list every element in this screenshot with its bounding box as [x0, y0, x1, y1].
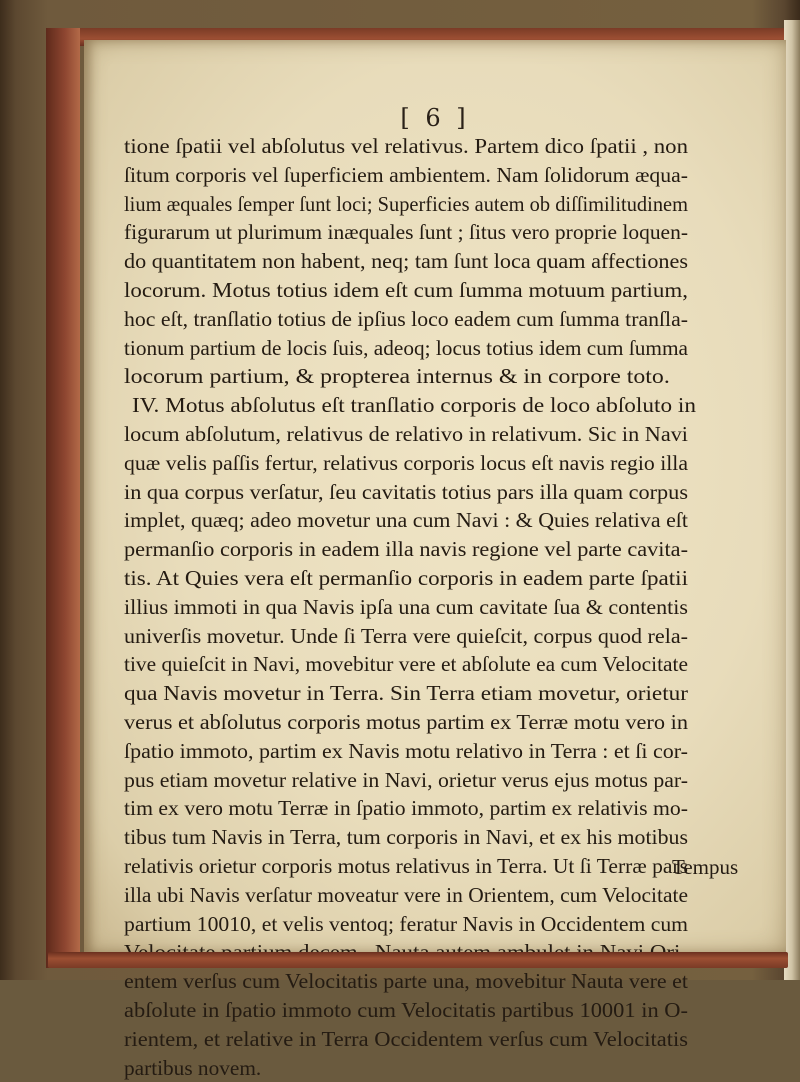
text-line: univerſis movetur. Unde ſi Terra vere quieſcit, corpus quod rela- [124, 623, 689, 648]
text-line: locum abſolutum, relativus de relativo in relativum. Sic in Navi [124, 422, 688, 446]
catchword: Tempus [672, 855, 739, 879]
text-line: rientem, et relative in Terra Occidentem verſus cum Velocitatis [124, 1026, 688, 1051]
text-line: quæ velis paſſis fertur, relativus corporis locus eſt navis regio illa [124, 450, 688, 475]
text-line: IV. Motus abſolutus eſt tranſlatio corporis de loco abſoluto in [132, 393, 696, 418]
text-line: ſpatio immoto, partim ex Navis motu relativo in Terra : et ſi cor- [124, 738, 688, 763]
book-binding-bottom [48, 952, 788, 968]
text-line: tim ex vero motu Terræ in ſpatio immoto, partim ex relativis mo- [124, 796, 688, 821]
text-line: lium æquales ſemper ſunt loci; Superficies autem ob diſſimilitudinem [124, 191, 688, 216]
text-line: locorum partium, & propterea internus & in corpore toto. [124, 364, 670, 389]
text-line: relativis orietur corporis motus relativus in Terra. Ut ſi Terræ pars [124, 854, 688, 878]
text-line: partium 10010, et velis ventoq; feratur Navis in Occidentem cum [124, 911, 688, 936]
text-line: illius immoti in qua Navis ipſa una cum cavitate ſua & contentis [124, 594, 688, 619]
page-number: [ 6 ] [400, 104, 470, 132]
page-edges-right [784, 20, 800, 980]
book-binding-left [46, 28, 80, 968]
text-line: tione ſpatii vel abſolutus vel relativus. Partem dico ſpatii , non [124, 134, 688, 158]
text-line: illa ubi Navis verſatur moveatur vere in Orientem, cum Velocitate [124, 882, 688, 907]
text-line: do quantitatem non habent, neq; tam ſunt loca quam affectiones [124, 249, 688, 274]
text-line: in qua corpus verſatur, ſeu cavitatis totius pars illa quam corpus [124, 479, 688, 504]
text-line: pus etiam movetur relative in Navi, orietur verus ejus motus par- [124, 767, 688, 792]
text-line: tibus tum Navis in Terra, tum corporis in Navi, et ex his motibus [124, 825, 688, 850]
text-line: implet, quæq; adeo movetur una cum Navi : & Quies relativa eſt [124, 508, 688, 533]
text-line: qua Navis movetur in Terra. Sin Terra etiam movetur, orietur [124, 681, 688, 706]
text-line: verus et abſolutus corporis motus partim ex Terræ motu vero in [124, 710, 688, 734]
text-line: locorum. Motus totius idem eſt cum ſumma motuum partium, [124, 278, 688, 302]
text-line: hoc eſt, tranſlatio totius de ipſius loco eadem cum ſumma tranſla- [124, 306, 688, 331]
text-line: partibus novem. [124, 1055, 262, 1080]
text-line: abſolute in ſpatio immoto cum Velocitatis partibus 10001 in O- [124, 998, 688, 1022]
text-line: ſitum corporis vel ſuperficiem ambientem. Nam ſolidorum æqua- [124, 162, 688, 187]
text-line: permanſio corporis in eadem illa navis regione vel parte cavita- [124, 537, 688, 562]
text-line: tionum partium de locis ſuis, adeoq; locus totius idem cum ſumma [124, 335, 688, 360]
text-line: tive quieſcit in Navi, movebitur vere et abſolute ea cum Velocitate [124, 652, 688, 677]
text-line: entem verſus cum Velocitatis parte una, movebitur Nauta vere et [124, 969, 688, 994]
text-line: tis. At Quies vera eſt permanſio corporis in eadem parte ſpatii [124, 566, 688, 590]
text-line: figurarum ut plurimum inæquales ſunt ; ſitus vero proprie loquen- [124, 220, 688, 245]
